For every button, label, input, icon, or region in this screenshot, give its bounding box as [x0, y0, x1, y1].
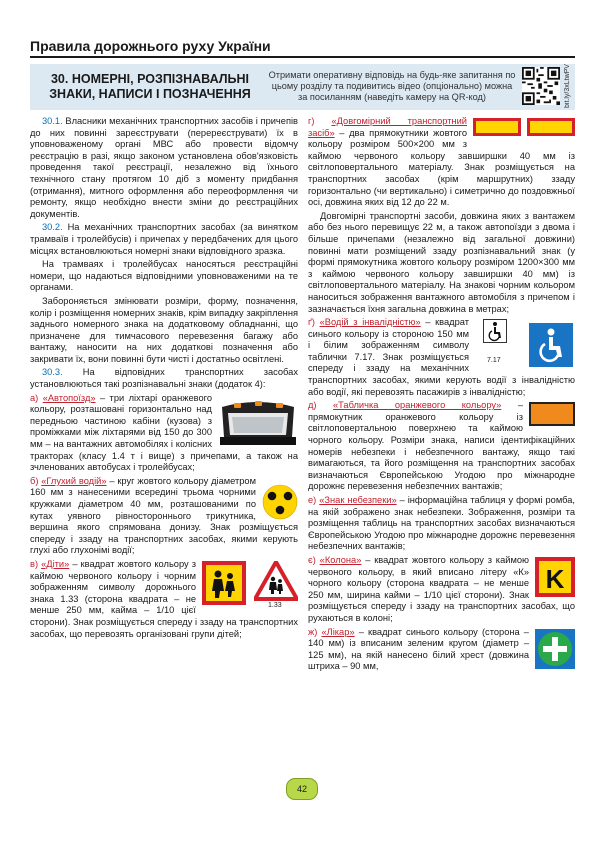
deaf-driver-sign-icon — [262, 484, 298, 520]
sign-label-long-vehicle: «Довгомірний транспортний засіб» — [308, 116, 467, 138]
sign-number-7-17: 7.17 — [487, 357, 501, 365]
long-vehicle-sign-right-icon — [527, 118, 575, 136]
disabled-driver-sign-icon — [529, 323, 573, 367]
orange-plate-sign-icon — [529, 402, 575, 426]
sign-label-disabled-driver: «Водій з інвалідністю» — [319, 317, 421, 328]
qr-code-icon[interactable] — [522, 67, 560, 105]
paragraph-30-3: 30.3. На відповідних транспортних засобах установлюються такі розпізнавальні знаки (додаток 4): — [30, 367, 298, 390]
right-column — [308, 116, 575, 675]
long-vehicle-sign-left-icon — [473, 118, 521, 136]
paragraph-30-2: 30.2. На механічних транспортних засобах (за винятком трамваїв і тролейбусів) і причепах у передбачених для цього місцях встановлюються номерні знаки відповідного зразка. — [30, 222, 298, 256]
item-ye: K є) «Колона» – квадрат жовтого кольору з каймою червоного кольору, в який вписано літеру «К» чорного кольору (сторона квадрата – не менше 250 мм, ширина кайми – 1/10 цієї сторони). Знак розміщується спереду і ззаду на транспортних засобах, що рухаються в колоні; — [308, 554, 575, 623]
paragraph-prohibition: Забороняється змінювати розміри, форму, позначення, колір і розміщення номерних знаків, крім випадку закріплення заднього номерного знака на додатковому обладнанні, що призначене для тимчасового перевезення багажу або вантажу, наносити на них додаткові позначення або закривати їх, вони повинні бути чисті і достатньо освітлені. — [30, 295, 298, 364]
sign-7-17-icon — [483, 319, 507, 343]
item-g2: 7.17 ґ) «Водій з інвалідністю» – квадрат синього кольору із стороною 150 мм і білим зображенням символу таблички 7.17. Знак розміщується спереду і ззаду на механічних транспортних засобах, якими керують водії з інвалідністю або водії, які перевозять пасажирів з інвалідністю; — [308, 317, 575, 397]
item-e: е) «Знак небезпеки» – інформаційна таблиця у формі ромба, на якій зображено знак небезпеки. Зображення, розміри та розміщення таблиць на транспортних засобах визначаються Європейською Угодою про міжнародне дорожнє перевезення небезпечних вантажів; — [308, 495, 575, 552]
left-column — [30, 116, 298, 642]
running-header: Правила дорожнього руху України — [30, 38, 271, 54]
item-d: д) «Табличка оранжевого кольору» – прямокутник оранжевого кольору із світлоповертальною поверхнею та каймою чорного кольору. Розміри знака, написи ідентифікаційних номерів небезпеки і небезпечного вантажу, якщо такі вимагаються, та його розміщення на транспортних засобах визначаються Європейською Угодою про міжнародне дорожнє перевезення небезпечних вантажів; — [308, 400, 575, 492]
paragraph-30-1: 30.1. Власники механічних транспортних засобів і причепів до них повинні зареєструвати (перереєструвати) їх в уповноваженому органі МВС або провести відомчу реєстрацію в разі, якщо законом установлена обов'язковість проведення такої реєстрації, незалежно від їхнього технічного стану протягом 10 діб з моменту придбання (отримання), митного оформлення або переоформлення чи ремонту, якщо необхідно внести зміни до реєстраційних документів. — [30, 116, 298, 219]
clause-number: 30.3. — [42, 367, 63, 378]
item-zh: ж) «Лікар» – квадрат синього кольору (сторона – 140 мм) із вписаним зеленим кругом (діаметр – 125 мм), на якій нанесено білий хрест (довжина штриха – 90 мм, — [308, 627, 575, 673]
sign-label-orange-plate: «Табличка оранжевого кольору» — [333, 400, 502, 411]
sign-label-road-train: «Автопоїзд» — [42, 392, 96, 403]
sign-label-doctor: «Лікар» — [321, 626, 355, 637]
clause-number: 30.2. — [42, 222, 63, 233]
item-a: а) «Автопоїзд» – три ліхтарі оранжевого кольору, розташовані горизонтально над передньою частиною кабіни (кузова) з проміжками між ліхтарями від 150 до 300 мм – на вантажних автомобілях і колісних тракторах (класу 1.4 т і вище) з причепами, а також на зчленованих автобусах і тролейбусах; — [30, 392, 298, 473]
sign-label-convoy: «Колона» — [319, 554, 362, 565]
sign-label-deaf-driver: «Глухий водій» — [41, 475, 107, 486]
clause-number: 30.1. — [42, 116, 63, 126]
page-number: 42 — [286, 778, 318, 800]
sign-label-hazard: «Знак небезпеки» — [319, 495, 397, 505]
paragraph-long-vehicles: Довгомірні транспортні засоби, довжина яких з вантажем або без нього перевищує 22 м, а також автопоїзди з двома і більше причепами (незалежно від загальної довжини) повинні мати розміщений ззаду розпізнавальний знак (у формі прямокутника жовтого кольору розміром 1200×300 мм з каймою червоного кольору завширшки 40 мм) із світлоповертального матеріалу. На знакові чорним кольором наноситься зображення вантажного автомобіля з причепом і зазначається їхня загальна довжина в метрах; — [308, 210, 575, 314]
short-link[interactable]: bit.ly/3xLtwPV — [564, 64, 571, 108]
doctor-sign-icon — [535, 629, 575, 669]
disabled-driver-signs — [475, 319, 575, 369]
convoy-sign-letter: K — [545, 563, 565, 594]
header-rule — [30, 56, 575, 58]
long-vehicle-signs — [473, 118, 575, 138]
paragraph-trams: На трамваях і тролейбусах наносяться реєстраційні номери, що надаються відповідними уповноваженими на те органами. — [30, 259, 298, 293]
road-train-lights-icon — [218, 397, 298, 447]
sign-1-33-icon — [254, 561, 298, 601]
children-signs — [202, 559, 298, 611]
sign-label-children: «Діти» — [41, 558, 70, 569]
section-title: 30. НОМЕРНІ, РОЗПІЗНАВАЛЬНІ ЗНАКИ, НАПИСИ І ПОЗНАЧЕННЯ — [49, 72, 251, 101]
qr-note: Отримати оперативну відповідь на будь-яке запитання по цьому розділу та подивитись відео (опціонально) можна за посиланням (наведіть камеру на QR-код) — [268, 70, 516, 102]
children-square-sign-icon — [202, 561, 246, 605]
item-b: б) «Глухий водій» – круг жовтого кольору діаметром 160 мм з нанесеними всередині трьома чорними кружками діаметром 40 мм, розташованими по кутах уявного рівностороннього трикутника, вершина якого спрямована донизу. Знак розміщується спереду і ззаду на транспортних засобах, якими керують глухі або глухонімі водії; — [30, 475, 298, 556]
item-v: 1.33 в) «Діти» – квадрат жовтого кольору з каймою червоного кольору і чорним зображенням символу дорожнього знака 1.33 (сторона квадрата – не менше 250 мм, кайма – 1/10 цієї сторони). Знак розміщується спереду і ззаду на транспортних засобах, що перевозять організовані групи дітей; — [30, 558, 298, 639]
convoy-sign-icon — [535, 557, 575, 597]
item-g: г) «Довгомірний транспортний засіб» – два прямокутники жовтого кольору розміром 500×200 мм з каймою червоного кольору завширшки 40 мм із світлоповертального матеріалу. Знак розміщується на транспортних засобах (крім маршрутних) ззаду горизонтально (чи вертикально) і симетрично до поздовжньої осі, довжина яких від 12 до 22 м. — [308, 116, 575, 208]
sign-number-1-33: 1.33 — [268, 601, 282, 609]
